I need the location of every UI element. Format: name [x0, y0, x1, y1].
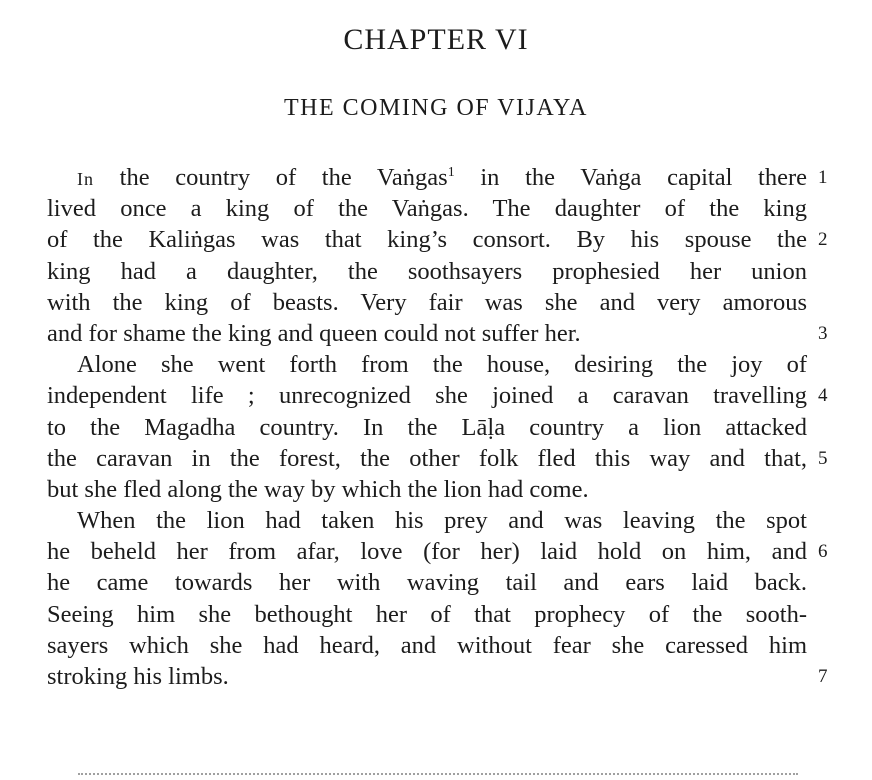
verse-number: 7 — [818, 666, 828, 688]
line-text: the country of the Vaṅgas — [94, 164, 448, 191]
text-line: king had a daughter, the soothsayers prophesied her union — [47, 257, 807, 285]
verse-number: 6 — [818, 541, 828, 563]
text-line: to the Magadha country. In the Lāḷa country a lion attacked — [47, 413, 807, 441]
text-line: independent life ; unrecognized she joined a caravan travelling — [47, 382, 807, 410]
verse-number: 3 — [818, 323, 828, 344]
text-line: with the king of beasts. Very fair was she and very amorous — [47, 288, 807, 316]
text-line: Seeing him she bethought her of that prophecy of the sooth- — [47, 600, 807, 628]
chapter-heading: CHAPTER VI — [343, 23, 529, 56]
text-line: but she fled along the way by which the lion had come. — [47, 475, 589, 503]
body-text — [47, 162, 807, 692]
text-line: he beheld her from afar, love (for her) laid hold on him, and — [47, 538, 807, 566]
verse-number: 4 — [818, 385, 828, 407]
text-line: Alone she went forth from the house, desiring the joy of — [77, 351, 807, 379]
text-line: the caravan in the forest, the other folk fled this way and that, — [47, 444, 807, 472]
text-line: lived once a king of the Vaṅgas. The daughter of the king — [47, 195, 807, 223]
drop-word: In — [77, 169, 94, 189]
cropped-next-line — [78, 773, 798, 780]
text-line: he came towards her with waving tail and ears laid back. — [47, 569, 807, 597]
line-text: in the Vaṅga capital there — [454, 164, 807, 191]
footnote-mark: 1 — [447, 164, 455, 180]
verse-number: 2 — [818, 229, 828, 251]
verse-number: 1 — [818, 167, 828, 188]
text-line — [47, 162, 807, 193]
chapter-title: THE COMING OF VIJAYA — [283, 95, 589, 121]
text-line: of the Kaliṅgas was that king’s consort. By his spouse the — [47, 226, 807, 254]
text-line: When the lion had taken his prey and was leaving the spot — [77, 507, 807, 535]
text-line: and for shame the king and queen could not suffer her. — [47, 319, 581, 347]
verse-number: 5 — [818, 447, 828, 469]
text-line: sayers which she had heard, and without fear she caressed him — [47, 631, 807, 659]
text-line: stroking his limbs. — [47, 663, 229, 690]
